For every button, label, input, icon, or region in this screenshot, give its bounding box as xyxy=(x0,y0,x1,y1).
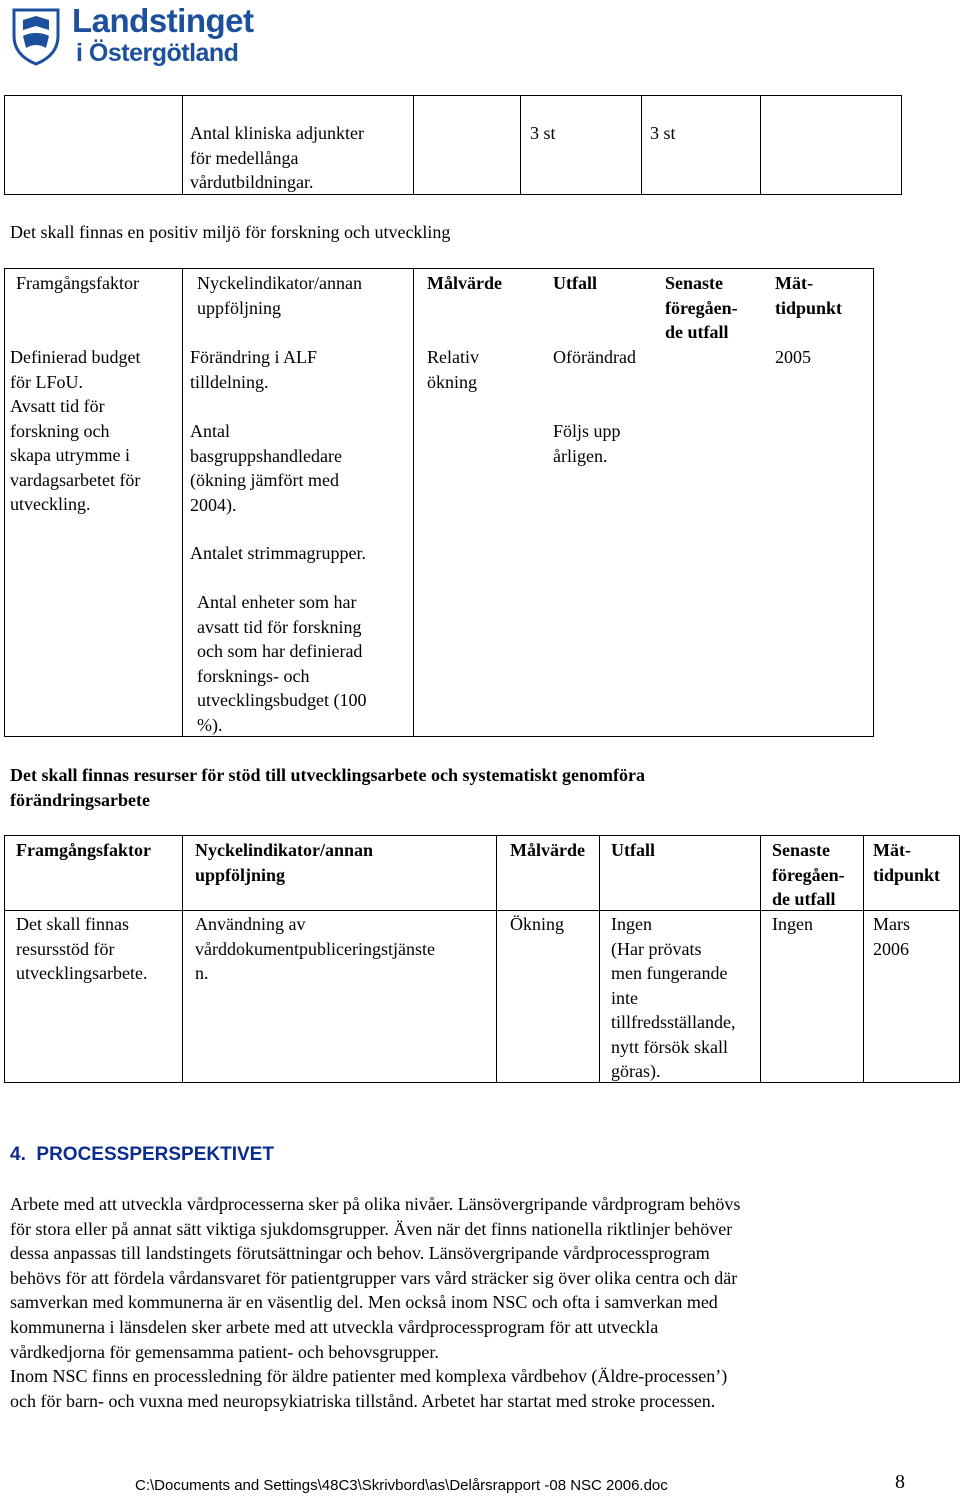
section1-outcome-2: Följs upp årligen. xyxy=(553,421,621,466)
section1-indicator-3: Antalet strimmagrupper. xyxy=(190,543,366,563)
section2-indicator: Användning av vårddokumentpubliceringstjänste n. xyxy=(195,914,435,983)
section1-factor: Definierad budget för LFoU. Avsatt tid för forskning och skapa utrymme i vardagsarbetet för utveckling. xyxy=(10,347,141,514)
section2-header-outcome: Utfall xyxy=(611,840,655,860)
section2-target: Ökning xyxy=(510,914,564,934)
top-table-outcome: 3 st xyxy=(650,123,676,143)
section1-outcome-1: Oförändrad xyxy=(553,347,636,367)
section2-factor: Det skall finnas resursstöd för utvecklingsarbete. xyxy=(16,914,148,983)
section2-measure: Mars 2006 xyxy=(873,914,910,959)
section2-header-previous: Senaste föregåen- de utfall xyxy=(772,840,845,909)
section3-heading: 4. PROCESSPERSPEKTIVET xyxy=(10,1144,274,1165)
page-number: 8 xyxy=(895,1471,905,1493)
section2-header-indicator: Nyckelindikator/annan uppföljning xyxy=(195,840,374,885)
section2-header-measure: Mät- tidpunkt xyxy=(873,840,941,885)
section1-header-indicator: Nyckelindikator/annan uppföljning xyxy=(197,273,362,318)
footer-path: C:\Documents and Settings\48C3\Skrivbord\as\Delårsrapport -08 NSC 2006.doc xyxy=(135,1477,668,1494)
section1-header-outcome: Utfall xyxy=(553,273,597,293)
section1-indicator-2: Antal basgruppshandledare (ökning jämfört med 2004). xyxy=(190,421,342,515)
top-table-target: 3 st xyxy=(530,123,556,143)
logo-line2: i Östergötland xyxy=(76,39,239,67)
section2-previous: Ingen xyxy=(772,914,813,934)
section1-header-measure: Mät- tidpunkt xyxy=(775,273,843,318)
logo xyxy=(10,4,270,70)
section2-outcome: Ingen (Har prövats men fungerande inte tillfredsställande, nytt försök skall göras). xyxy=(611,914,736,1081)
section2-header-target: Målvärde xyxy=(510,840,585,860)
logo-line1: Landstinget xyxy=(72,2,254,39)
coat-of-arms-icon xyxy=(10,6,62,66)
section1-header-previous: Senaste föregåen- de utfall xyxy=(665,273,738,342)
top-table-text: Antal kliniska adjunkter för medellånga vårdutbildningar. xyxy=(190,123,364,192)
section3-paragraph: Arbete med att utveckla vårdprocesserna sker på olika nivåer. Länsövergripande vårdprogram behövs för stora eller på annat sätt viktiga sjukdomsgrupper. Även när det finns nationella riktlinjer behöver dessa anpassas till landstingets förutsättningar och behov. Länsövergripande vårdprocessprogram behövs för att fördela vårdansvaret för patientgrupper vars vård sträcker sig över olika centra och där samverkan med kommunerna är en väsentlig del. Men också inom NSC och ofta i samverkan med kommunerna i länsdelen sker arbete med att utveckla vårdprocessprogram för att utveckla vårdkedjorna för gemensamma patient- och behovsgrupper. Inom NSC finns en processledning för äldre patienter med komplexa vårdbehov (Äldre-processen’) och för barn- och vuxna med neuropsykiatriska tillstånd. Arbetet har startat med stroke processen. xyxy=(10,1194,741,1411)
section1-header-factor: Framgångsfaktor xyxy=(16,273,139,293)
section2-heading: Det skall finnas resurser för stöd till utvecklingsarbete och systematiskt genomföra förändringsarbete xyxy=(10,765,645,810)
section1-header-target: Målvärde xyxy=(427,273,502,293)
section1-indicator-4: Antal enheter som har avsatt tid för forskning och som har definierad forsknings- och utvecklingsbudget (100 %). xyxy=(197,592,367,735)
section1-heading: Det skall finnas en positiv miljö för forskning och utveckling xyxy=(10,222,451,242)
section1-measure: 2005 xyxy=(775,347,811,367)
section2-header-factor: Framgångsfaktor xyxy=(16,840,151,860)
section1-indicator-1: Förändring i ALF tilldelning. xyxy=(190,347,318,392)
section1-target: Relativ ökning xyxy=(427,347,479,392)
